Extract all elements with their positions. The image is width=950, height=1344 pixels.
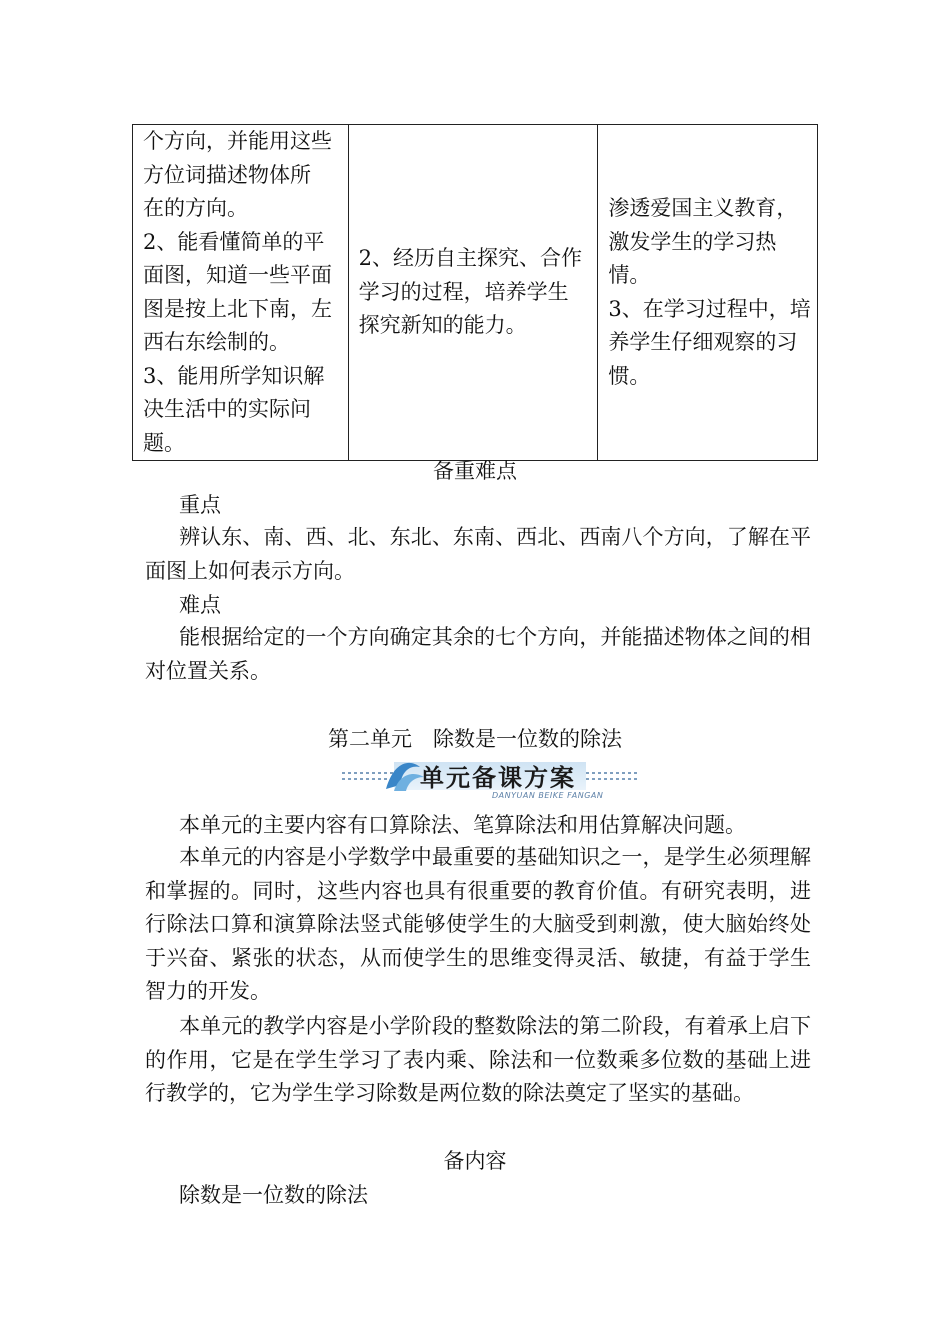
cell-line: 探究新知的能力。 [358, 313, 527, 338]
banner-title: 单元备课方案 [420, 764, 576, 792]
cell-line: 决生活中的实际问 [143, 397, 311, 421]
cell-line: 西右东绘制的。 [143, 330, 290, 354]
cell-line: 3、在学习过程中，培 [608, 296, 811, 321]
difficulty-label: 难点 [179, 593, 221, 617]
cell-line: 惯。 [608, 363, 651, 388]
cell-line: 在的方向。 [143, 196, 248, 220]
paragraph-text: 本单元的教学内容是小学阶段的整数除法的第二阶段，有着承上启下的作用，它是在学生学习了表内乘、除法和一位数乘多位数的基础上进行教学的，它为学生学习除数是两位数的除法奠定了坚实的基础。 [145, 1014, 811, 1105]
cell-line: 渗透爱国主义教育， [608, 196, 798, 220]
table-row [133, 125, 818, 461]
cell-line: 3、能用所学知识解 [143, 363, 325, 388]
content-heading: 备内容 [443, 1149, 507, 1173]
unit-paragraph-3 [145, 1010, 811, 1111]
unit-title: 第二单元 除数是一位数的除法 [328, 727, 622, 751]
objectives-table [132, 124, 818, 461]
cell-line: 养学生仔细观察的习 [608, 330, 798, 354]
difficulty-paragraph [145, 621, 811, 688]
focus-label: 重点 [179, 493, 221, 517]
unit-paragraph-2 [145, 841, 811, 1009]
cell-line: 方位词描述物体所 [143, 162, 311, 187]
keypoints-heading: 备重难点 [433, 459, 517, 483]
cell-line: 题。 [143, 430, 185, 455]
focus-text: 辨认东、南、西、北、东北、东南、西北、西南八个方向，了解在平面图上如何表示方向。 [145, 525, 811, 583]
unit-paragraph-1 [145, 809, 811, 843]
difficulty-text: 能根据给定的一个方向确定其余的七个方向，并能描述物体之间的相对位置关系。 [145, 625, 811, 683]
knowledge-objectives-cell [133, 125, 349, 461]
attitude-objectives-cell [598, 125, 818, 461]
cell-line: 个方向，并能用这些 [143, 129, 332, 153]
cell-line: 情。 [608, 263, 651, 287]
cell-line: 面图，知道一些平面 [143, 263, 332, 287]
cell-line: 2、能看懂简单的平 [143, 229, 325, 254]
process-objectives-cell [348, 125, 598, 461]
banner-dots-right [586, 769, 640, 783]
cell-line: 图是按上北下南，左 [143, 296, 332, 321]
content-item: 除数是一位数的除法 [179, 1183, 368, 1207]
focus-paragraph [145, 521, 811, 588]
cell-line: 2、经历自主探究、合作 [358, 246, 582, 271]
unit-plan-banner [342, 757, 640, 803]
banner-subtitle: DANYUAN BEIKE FANGAN [492, 791, 604, 800]
cell-line: 学习的过程，培养学生 [358, 279, 569, 304]
cell-line: 激发学生的学习热 [608, 229, 777, 254]
paragraph-text: 本单元的内容是小学数学中最重要的基础知识之一，是学生必须理解和掌握的。同时，这些内容也具有很重要的教育价值。有研究表明，进行除法口算和演算除法竖式能够使学生的大脑受到刺激，使大脑始终处于兴奋、紧张的状态，从而使学生的思维变得灵活、敏捷，有益于学生智力的开发。 [145, 845, 811, 1003]
paragraph-text: 本单元的主要内容有口算除法、笔算除法和用估算解决问题。 [179, 813, 746, 837]
